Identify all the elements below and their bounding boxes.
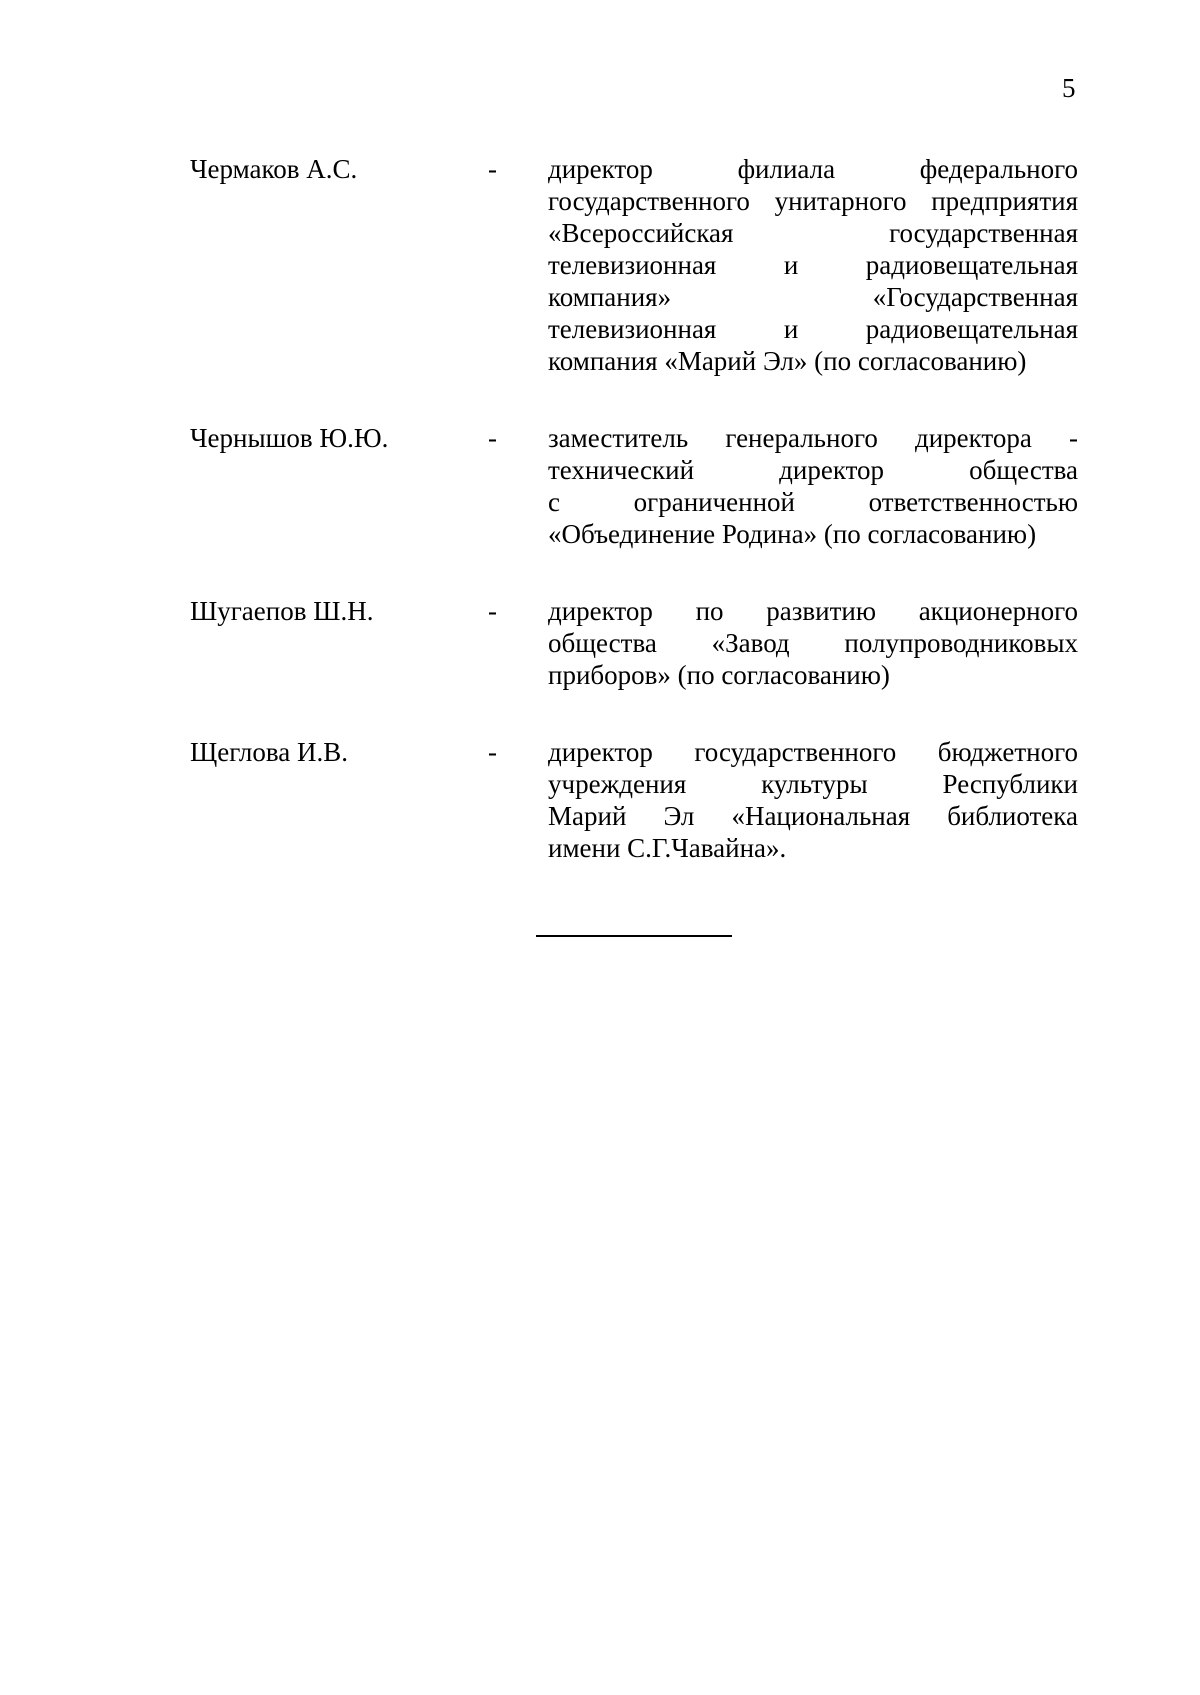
position-line: директор филиала федерального (548, 154, 1078, 184)
list-item (190, 736, 1090, 864)
page-number: 5 (1062, 73, 1076, 103)
position-line: учреждения культуры Республики (548, 769, 1078, 799)
member-position (548, 422, 1078, 550)
position-line: имени С.Г.Чавайна». (548, 833, 787, 863)
list-item (190, 595, 1090, 691)
position-line: заместитель генерального директора - (548, 423, 1078, 453)
position-line: компания» «Государственная (548, 282, 1078, 312)
position-line: Марий Эл «Национальная библиотека (548, 801, 1078, 831)
position-line: государственного унитарного предприятия (548, 186, 1078, 216)
position-line: телевизионная и радиовещательная (548, 250, 1078, 280)
position-line: директор государственного бюджетного (548, 737, 1078, 767)
member-name: Шугаепов Ш.Н. (190, 596, 374, 626)
member-position (548, 736, 1078, 864)
position-line: «Всероссийская государственная (548, 218, 1078, 248)
end-of-list-rule (536, 935, 732, 937)
position-line: общества «Завод полупроводниковых (548, 628, 1078, 658)
list-item (190, 422, 1090, 550)
dash-separator: - (488, 423, 497, 453)
member-position (548, 153, 1078, 377)
dash-separator: - (488, 737, 497, 767)
dash-separator: - (488, 154, 497, 184)
position-line: директор по развитию акционерного (548, 596, 1078, 626)
dash-separator: - (488, 596, 497, 626)
member-position (548, 595, 1078, 691)
position-line: компания «Марий Эл» (по согласованию) (548, 346, 1027, 376)
member-name: Чернышов Ю.Ю. (190, 423, 389, 453)
position-line: «Объединение Родина» (по согласованию) (548, 519, 1037, 549)
member-name: Чермаков А.С. (190, 154, 358, 184)
member-list (190, 153, 1090, 909)
list-item (190, 153, 1090, 377)
member-name: Щеглова И.В. (190, 737, 349, 767)
position-line: приборов» (по согласованию) (548, 660, 890, 690)
position-line: технический директор общества (548, 455, 1078, 485)
position-line: с ограниченной ответственностью (548, 487, 1078, 517)
position-line: телевизионная и радиовещательная (548, 314, 1078, 344)
